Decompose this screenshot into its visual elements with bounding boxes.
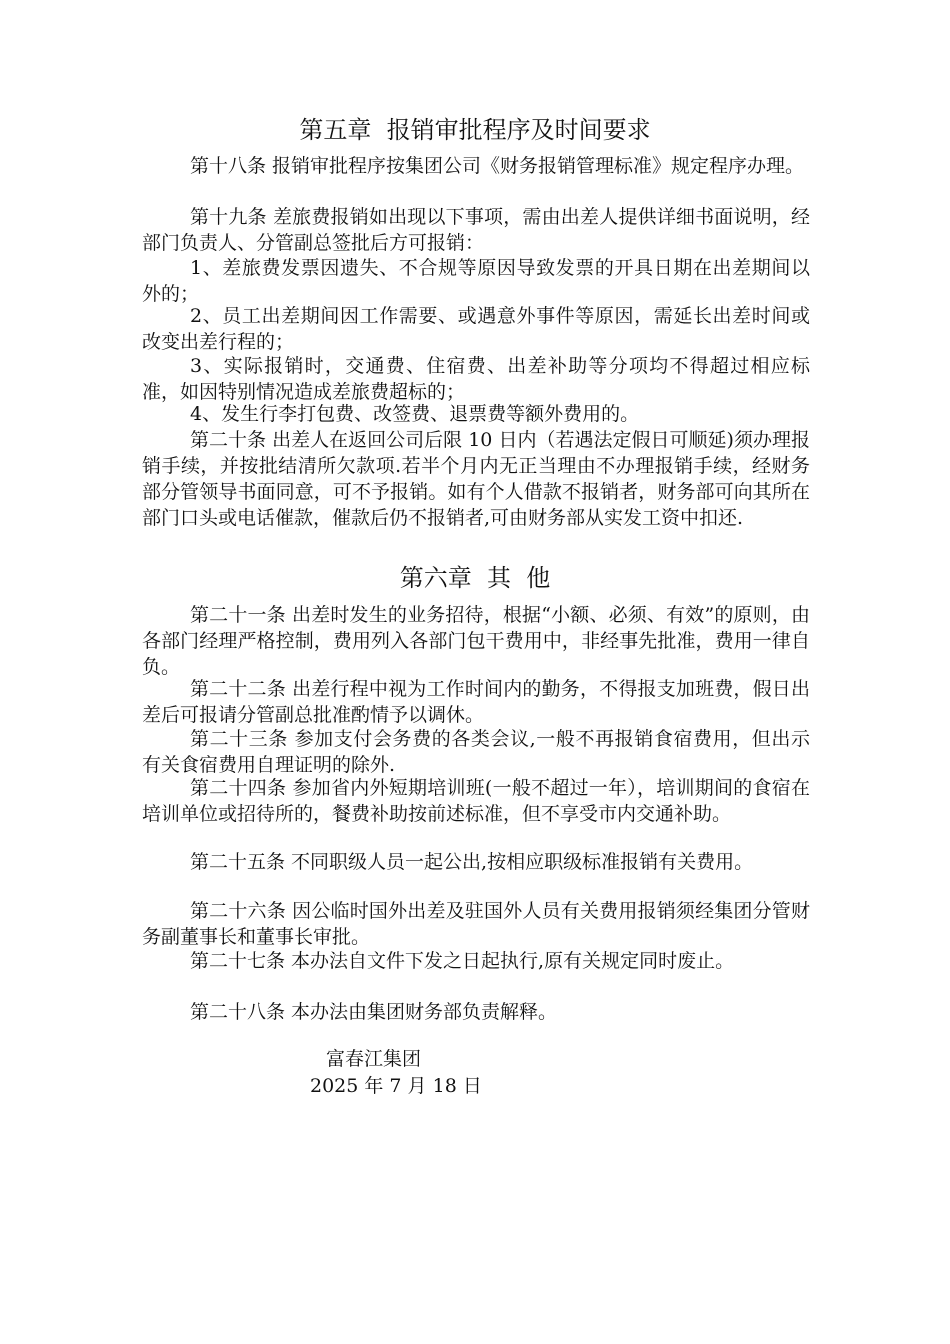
article-21: 第二十一条 出差时发生的业务招待，根据“小额、必须、有效”的原则，由各部门经理严格控制，费用列入各部门包干费用中，非经事先批准，费用一律自负。 — [142, 604, 810, 678]
article-28: 第二十八条 本办法由集团财务部负责解释。 — [190, 1001, 558, 1023]
article-24: 第二十四条 参加省内外短期培训班(一般不超过一年），培训期间的食宿在培训单位或招待所的，餐费补助按前述标准，但不享受市内交通补助。 — [142, 777, 810, 825]
article-19-item-3: 3、实际报销时，交通费、住宿费、出差补助等分项均不得超过相应标准，如因特别情况造成差旅费超标的； — [142, 355, 810, 403]
chapter-6-title: 第六章 其 他 — [399, 564, 551, 592]
article-27: 第二十七条 本办法自文件下发之日起执行,原有关规定同时废止。 — [190, 950, 735, 972]
signature-organization: 富春江集团 — [326, 1048, 422, 1070]
article-22: 第二十二条 出差行程中视为工作时间内的勤务，不得报支加班费，假日出差后可报请分管副总批准酌情予以调休。 — [142, 678, 810, 726]
article-19-item-2: 2、员工出差期间因工作需要、或遇意外事件等原因，需延长出差时间或改变出差行程的； — [142, 305, 810, 353]
signature-date: 2025 年 7 月 18 日 — [310, 1075, 482, 1097]
article-19-item-1: 1、差旅费发票因遗失、不合规等原因导致发票的开具日期在出差期间以外的； — [142, 257, 810, 305]
article-26: 第二十六条 因公临时国外出差及驻国外人员有关费用报销须经集团分管财务副董事长和董事长审批。 — [142, 900, 810, 948]
chapter-5-title: 第五章 报销审批程序及时间要求 — [299, 116, 651, 144]
article-25: 第二十五条 不同职级人员一起公出,按相应职级标准报销有关费用。 — [190, 851, 754, 873]
article-18: 第十八条 报销审批程序按集团公司《财务报销管理标准》规定程序办理。 — [190, 155, 805, 177]
article-20: 第二十条 出差人在返回公司后限 10 日内（若遇法定假日可顺延)须办理报销手续，并按批结清所欠款项.若半个月内无正当理由不办理报销手续，经财务部分管领导书面同意，可不予报销。如有个人借款不报销者，财务部可向其所在部门口头或电话催款，催款后仍不报销者,可由财务部从实发工资中扣还. — [142, 429, 810, 529]
article-19: 第十九条 差旅费报销如出现以下事项，需由出差人提供详细书面说明，经部门负责人、分管副总签批后方可报销： — [142, 206, 810, 254]
article-23: 第二十三条 参加支付会务费的各类会议,一般不再报销食宿费用，但出示有关食宿费用自理证明的除外. — [142, 728, 810, 776]
article-19-item-4: 4、发生行李打包费、改签费、退票费等额外费用的。 — [190, 403, 640, 425]
